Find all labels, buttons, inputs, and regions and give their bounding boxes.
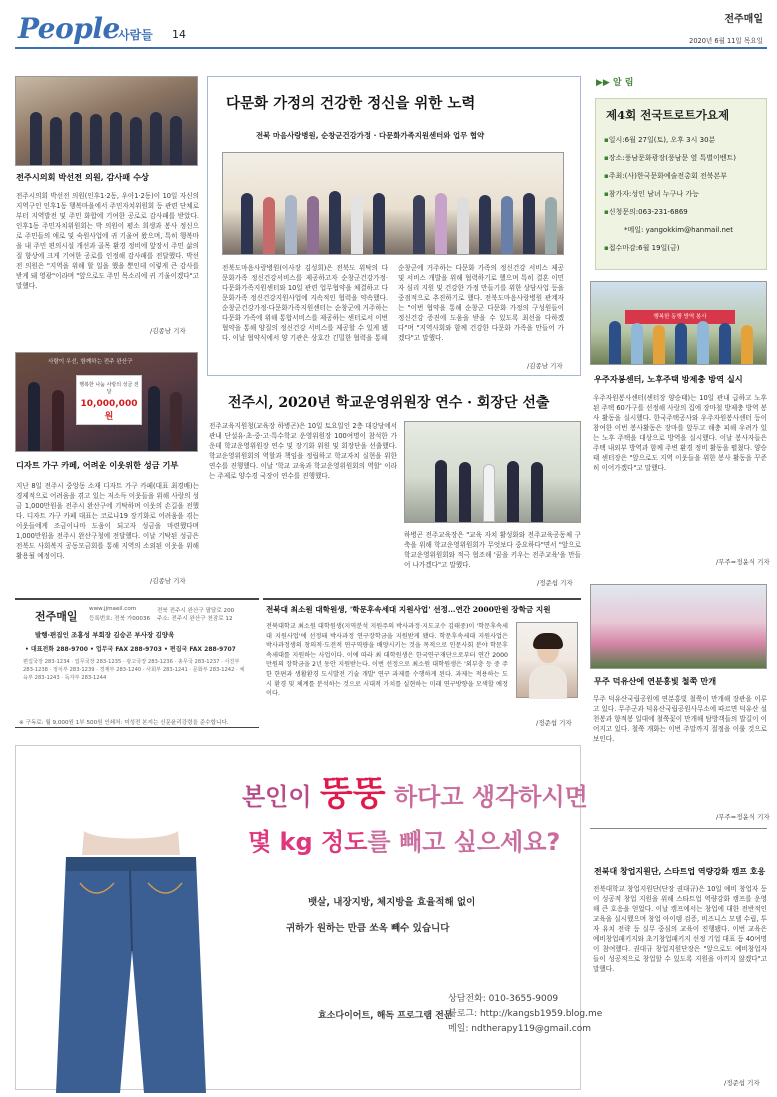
ad-headline-2 [248, 822, 560, 857]
paper-title: 전주매일 [724, 14, 763, 25]
masthead-staff: 발행·편집인 조홍성 부회장 김승곤 부사장 김양욱 [35, 631, 175, 639]
photo-council-award [15, 76, 198, 166]
jeans-illustration [56, 831, 206, 1093]
headline-multicultural: 다문화 가정의 건강한 정신을 위한 노력 [226, 95, 476, 112]
headline-cafe-donation: 디자트 가구 카페, 어려운 이웃위한 성금 기부 [16, 460, 179, 470]
body-startup: 전북대학교 창업지원단(단장 권대규)은 10일 예비 창업자 등이 성공적 창업 지원을 위해 스타트업 역량강화 캠프를 운영해 큰 호응을 얻었다. 이날 캠프에서는 창업에 대한 전반적인 교육을 실시했으며 창업 아이템 검증, 비즈니스 모델 수립, 투자 유치 전략 등 실무 중심의 교육이 진행됐다. 이번 교육은 예비창업패키지와 초기창업패키지 선정 기업 대표 등 40여명이 참여했다. 권대규 창업지원단장은 "앞으로도 예비창업자들이 성공적으로 창업할 수 있도록 지원을 아끼지 않겠다"고 말했다. [593, 885, 767, 973]
byline-council-award: /김종남 기자 [150, 327, 186, 335]
notice-row-3: ▪참가자:성인 남녀 누구나 가능 [604, 190, 699, 198]
photo-disinfection [590, 281, 767, 365]
masthead-directory: 편집국장 283-1234 · 업무국장 283-1235 · 광고국장 283-1236 · 총무국 283-1237 · 사진부 283-1238 · 정치부 283-1239 · 경제부 283-1240 · 사회부 283-1241 · 문화부 283-1242 · 체육부 283-1243 · 독자부 283-1244 [23, 659, 245, 681]
ad-headline-1-pre: 본인이 [242, 783, 312, 811]
header-rule [15, 47, 767, 49]
notice-row-0: ▪일시:6월 27일(토), 오후 3시 30분 [604, 136, 716, 144]
ad-headline-1 [242, 766, 588, 815]
notice-box [595, 98, 767, 270]
masthead-footer: ※ 구독료: 월 9,000원 1부 500원 인쇄처: 미성전 본지는 신문윤리강령을 준수합니다. [19, 720, 229, 726]
notice-row-5: *메일: yangokkim@hanmail.net [624, 226, 733, 234]
donation-amount: 10,000,000원 [80, 399, 138, 422]
masthead-addr2: 주소: 전주시 완산구 천잠로 12 [157, 616, 233, 622]
headline-disinfection: 우주자봉센터, 노후주택 방제충 방역 실시 [594, 374, 743, 384]
notice-row-6: ▪접수마감:6월 19일(금) [604, 244, 680, 252]
photo-student-portrait [516, 622, 578, 698]
byline-school-committee: /정준섭 기자 [537, 579, 573, 587]
byline-disinfection: /무주=정윤식 기자 [716, 558, 770, 566]
ad-mail: 메일: ndtherapy119@gmail.com [448, 1024, 591, 1034]
backdrop-text: 사람이 우선, 함께하는 전주 완산구 [48, 359, 133, 365]
page-number: 14 [172, 28, 186, 41]
body-school-committee-col1: 전주교육지원청(교육장 하병곤)은 10일 토요일인 2층 대강당에서 관내 단설유·초·중·고·특수학교 운영위원장 100여명이 참석한 가운데 학교운영위원장 연수 및 장기화 위원 및 회장단을 선출했다. 학교운영위원회의 역할과 책임을 정립하고 학교자치 실현을 위한 연수를 진행했다. 이날 '학교 교육과 학교운영위원회의 역할' 이라는 주제로 양수경 국장이 연수를 진행했다. [209, 422, 397, 480]
donation-board [76, 375, 142, 433]
body-student-scholarship: 전북대학교 최소원 대학원생(지역분석 지원주의 박사과정·지도교수 김태중)이 '학문후속세대 지원사업'에 선정돼 박사과정 연구장학금을 지원받게 됐다. 학문후속세대 지원사업은 박사과정생의 창의적·도전적 연구역량을 배양시키는 것을 목적으로 인문사회 분야 학문후속세대를 지원하는 사업이다. 이에 따라 최 대학원생은 한국연구재단으로부터 연간 2000만원의 장학금을 2년 동안 지원받는다. 이번 선정으로 최소원 대학원생은 '외부충 등 중 주한 한편과 생활환경 도시발전 기술 개발' 연구 과제를 수행하게 된다. 과제는 적용하는 도시 환경 및 체계를 분석하는 것으로 시대적 가치를 실현하는 미래 연구방향을 모색할 예정이다. [266, 623, 508, 698]
donation-board-line3: 디자트 가구 카페 [90, 427, 128, 433]
notice-header-label: 알 림 [612, 78, 634, 88]
notice-title: 제4회 전국트로트가요제 [606, 108, 730, 122]
section-brand: People [18, 12, 120, 45]
body-multicultural-col1: 전북도마음사랑병원(이사장 김성희)은 전북도 위탁의 다문화가족 정신건강서비스를 제공하고자 순창군건강가정·다문화가족지원센터와 10일 관련 업무협약을 체결하고 다문화가족 정신건강지원사업에 지속적인 협력을 약속했다. 순창군건강가정·다문화가족지원센터는 순창군에 거주하는 다문화 가족에 위해 통합서비스를 제공하는 센터로서 이번 협약을 통해 양질의 정신건강 서비스를 제공할 수 있게 됐다. 이날 협약식에서 양 기관은 상호간 긴밀한 협력을 통해 [222, 264, 388, 342]
ad-headline-1-post: 하다고 생각하시면 [393, 783, 588, 811]
ad-contact [448, 992, 602, 1037]
body-council-award: 전주시의회 박선전 의원(인후1·2동, 우아1·2동)이 10일 자신의 지역구인 인후1동 행복마을에서 주민자치위원회 등 관련 단체로부터 지역발전 및 주민 화합에 기여한 공로로 감사패를 받았다. 인후1동 주민자치위원회는 박 의원이 평소 희생과 봉사 정신으로 주민들의 애로 및 숙원사업에 귀 기울여 왔으며, 특히 행복마을 내 주민 편의시설 개선과 골목 환경 정비에 앞장서 주민 삶의 질 향상에 크게 기여한 공로를 인정해 감사패를 전달했다. 박선전 의원은 "지역을 위해 할 일을 했을 뿐인데 이렇게 큰 감사를 받게 돼 영광"이라며 "앞으로도 주민 목소리에 귀 기울이겠다"고 말했다. [16, 192, 200, 290]
diet-advertisement [15, 745, 603, 1090]
headline-council-award: 전주시의회 박선전 의원, 감사패 수상 [16, 172, 149, 182]
ad-phone: 상담전화: 010-3655-9009 [448, 994, 559, 1004]
ad-headline-1-big: 뚱뚱 [319, 774, 386, 814]
byline-azalea: /무주=정윤식 기자 [716, 813, 770, 821]
notice-row-1: ▪장소:풍남문화광장(풍남문 옆 특별이벤트) [604, 154, 736, 162]
byline-cafe-donation: /김종남 기자 [150, 577, 186, 585]
notice-header-arrows: ▶▶ [596, 78, 613, 88]
notice-header [596, 75, 634, 88]
donation-board-line1: 행복한 나눔 사랑의 성금 전달 [79, 382, 139, 395]
byline-startup: /정준섭 기자 [724, 1079, 760, 1087]
photo-multicultural-mou [222, 152, 564, 255]
photo-school-committee [404, 421, 581, 523]
section-name: 사람들 [118, 28, 153, 42]
ad-headline-2-pre: 몇 kg 정도 [248, 828, 368, 856]
right-divider [590, 828, 767, 829]
ad-blog: 블로그: http://kangsb1959.blog.me [448, 1009, 603, 1019]
body-cafe-donation: 지난 8일 전주시 중앙동 소재 디자트 가구 카페(대표 최경배)는 경제적으로 어려움을 겪고 있는 저소득 이웃들을 위해 사랑의 성금 1,000만원을 전주시 완산구에 기탁하며 이웃의 손길을 전했다. 디자트 가구 카페 대표는 코로나19 장기화로 어려움을 겪는 이웃들에게 조금이나마 도움이 되고자 성금을 마련했다며 1,000만원을 전주시 완산구청에 전달했다. 이날 기탁된 성금은 전북도 사회복지 공동모금회를 통해 지역의 소외된 이웃을 위해 활용될 예정이다. [16, 482, 199, 560]
body-azalea: 무주 덕유산국립공원에 연분홍빛 철쭉이 만개해 장관을 이루고 있다. 무주군과 덕유산국립공원사무소에 따르면 덕유산 설천봉과 향적봉 일대에 철쭉꽃이 만개해 탐방객들의 발길이 이어지고 있다. 철쭉 개화는 이번 주말까지 절정을 이룰 것으로 보인다. [593, 695, 767, 743]
headline-school-committee: 전주시, 2020년 학교운영위원장 연수 · 회장단 선출 [228, 395, 550, 411]
ad-headline-2-post: 를 빼고 싶으세요? [367, 828, 561, 856]
ad-brand: 효소다이어트, 해독 프로그램 전문 [318, 1011, 453, 1021]
body-multicultural-col2: 순창군에 거주하는 다문화 가족의 정신건강 서비스 제공 및 서비스 개발을 위해 협력하기로 했으며 특히 결혼 이민자 심리 지원 및 건강한 가정 만들기를 위한 상담사업 등을 중점적으로 추진하기로 했다. 전북도마음사랑병원 관계자는 "이번 협약을 통해 순창군 다문화 가정의 구성원들이 정신건강 증진에 도움을 받을 수 있도록 최선을 다하겠다"며 "지역사회와 함께 건강한 다문화 가족을 만들어 가겠다"고 말했다. [398, 264, 564, 342]
photo-cafe-donation [15, 352, 198, 452]
masthead-logo: 전주매일 [35, 610, 78, 623]
headline-azalea: 무주 덕유산에 연분홍빛 철쭉 만개 [594, 676, 717, 686]
ad-subline-1: 뱃살, 내장지방, 체지방을 효율적해 없이 [308, 897, 476, 908]
masthead-addr1: 전북 전주시 완산구 팔달로 200 [157, 608, 235, 614]
body-school-committee-col3: 하병곤 전주교육장은 "교육 자치 활성화와 전주교육공동체 구축을 위해 학교운영위원회가 무엇보다 중요하다"면서 "앞으로 학교운영위원회와 적극 협조해 '꿈을 키우는 전주교육'을 만들어 나가겠다"고 말했다. [404, 531, 581, 569]
issue-date: 2020년 6월 11일 목요일 [689, 37, 763, 45]
masthead-phones: • 대표전화 288-9700 • 업무국 FAX 288-9703 • 편집국 FAX 288-9707 [25, 646, 236, 653]
notice-row-4: ▪신청문의:063-231-6869 [604, 208, 688, 216]
notice-row-2: ▪주최:(사)한국문화예술전총회 전북본부 [604, 172, 727, 180]
disinfection-banner: 행복한 동행 방역 봉사 [625, 310, 735, 324]
body-disinfection: 우주자원봉사센터(센터장 양승태)는 10일 관내 급하고 노후 된 주택 60가구를 선정해 사랑의 집에 장마철 방제충 방역 봉사 활동을 실시했다. 한국주택공사와 우주자원봉사센터 등이 참여한 이번 봉사활동은 장마를 앞두고 해충 피해 우려가 있는 노후 주택을 대상으로 방역을 실시했다. 이날 봉사자들은 주택 내외부 방역과 함께 주변 환경 정비 활동을 펼쳤다. 양승태 센터장은 "앞으로도 지역 이웃들을 위한 봉사 활동을 꾸준히 이어가겠다"고 말했다. [593, 394, 767, 472]
byline-student-scholarship: /정준섭 기자 [536, 719, 572, 727]
masthead-web: www.jjmaeil.com [89, 606, 137, 612]
photo-azalea [590, 584, 767, 669]
subhead-multicultural: 전북 마음사랑병원, 순창군건강가정 · 다문화가족지원센터와 업무 협약 [256, 131, 485, 140]
headline-startup: 전북대 창업지원단, 스타트업 역량강화 캠프 호응 [594, 866, 766, 876]
headline-student-scholarship: 전북대 최소원 대학원생, '학문후속세대 지원사업' 선정…연간 2000만원 장학금 지원 [266, 605, 551, 614]
byline-multicultural: /김종남 기자 [527, 362, 563, 370]
masthead [15, 598, 259, 728]
ad-subline-2: 귀하가 원하는 만큼 쏘옥 빼수 있습니다 [286, 923, 450, 934]
masthead-reg: 등록번호: 전북 가00036 [89, 616, 151, 622]
